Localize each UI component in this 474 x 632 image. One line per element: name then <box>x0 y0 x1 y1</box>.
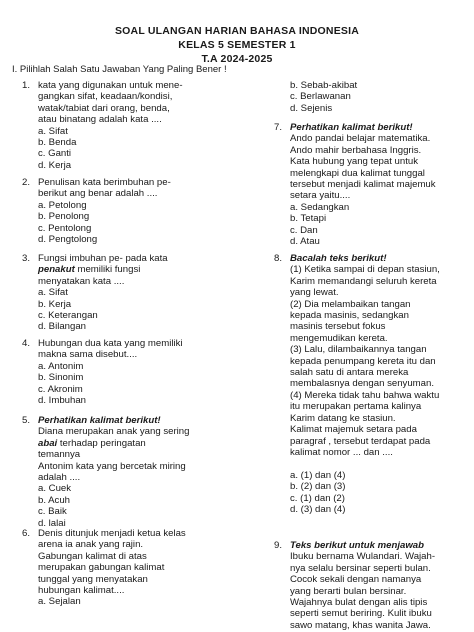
question-9 <box>262 540 468 631</box>
question-text: tunggal yang menyatakan <box>38 573 148 585</box>
answer-option[interactable]: d. Bilangan <box>38 321 87 333</box>
question-number: 4. <box>21 338 30 349</box>
passage-line: Ibuku bernama Wulandari. Wajah- <box>290 551 436 563</box>
passage-line: itu merupakan pertama kalinya <box>290 401 422 413</box>
passage-line: kepada masinis, sedangkan <box>290 310 409 322</box>
question-text: gangkan sifat, keadaan/kondisi, <box>38 91 173 103</box>
answer-option[interactable]: b. Benda <box>38 137 77 149</box>
answer-option[interactable]: d. lalai <box>38 517 66 529</box>
answer-option[interactable]: a. Sejalan <box>38 596 81 608</box>
emphasized-word: penakut <box>38 264 75 276</box>
exam-title: SOAL ULANGAN HARIAN BAHASA INDONESIA <box>114 25 360 37</box>
answer-option[interactable]: a. Sedangkan <box>290 201 350 213</box>
worksheet-header <box>0 24 474 66</box>
question-heading: Teks berikut untuk menjawab <box>290 540 424 551</box>
question-text: Ando mahir berbahasa Inggris. <box>290 144 422 156</box>
answer-option[interactable]: d. Sejenis <box>290 102 333 114</box>
answer-option[interactable]: a. Cuek <box>38 483 72 495</box>
question-text: adalah .... <box>38 472 81 484</box>
blank-line <box>290 458 468 469</box>
question-text: Antonim kata yang bercetak miring <box>38 460 186 472</box>
answer-option[interactable]: d. Pengtolong <box>38 234 98 246</box>
passage-line: (1) Ketika sampai di depan stasiun, <box>290 264 440 276</box>
question-text: Denis ditunjuk menjadi ketua kelas <box>38 528 186 539</box>
answer-option[interactable]: b. Tetapi <box>290 213 327 225</box>
school-year: T.A 2024-2025 <box>201 53 273 65</box>
passage-line: masinis tersebut fokus <box>290 321 386 333</box>
answer-option[interactable]: c. (1) dan (2) <box>290 492 345 504</box>
question-text: makna sama disebut.... <box>38 349 138 361</box>
question-number: 6. <box>21 528 30 539</box>
question-text <box>38 438 236 449</box>
answer-option[interactable]: c. Pentolong <box>38 222 92 234</box>
question-text: tersebut menjadi kalimat majemuk <box>290 179 436 191</box>
passage-line: seperti semut beriring. Kulit ibuku <box>290 608 432 620</box>
question-text: Kalimat majemuk setara pada <box>290 424 417 436</box>
question-text: watak/tabiat dari orang, benda, <box>38 102 170 114</box>
answer-option[interactable]: c. Akronim <box>38 383 83 395</box>
answer-option[interactable]: c. Ganti <box>38 148 72 160</box>
answer-option[interactable]: b. Sinonim <box>38 372 84 384</box>
answer-option[interactable]: a. Sifat <box>38 125 68 137</box>
instruction: I. Pilihlah Salah Satu Jawaban Yang Paling Bener ! <box>12 64 227 75</box>
answer-option[interactable]: d. Kerja <box>38 159 72 171</box>
answer-option[interactable]: b. Kerja <box>38 298 72 310</box>
question-number: 5. <box>21 415 30 426</box>
passage-line: nya selalu bersinar seperti bulan. <box>290 562 431 574</box>
question-text: melengkapi dua kalimat tunggal <box>290 167 425 179</box>
question-1 <box>10 80 236 171</box>
passage-line: Wajahnya bulat dengan alis tipis <box>290 597 428 609</box>
question-7 <box>262 122 468 247</box>
passage-line: mengemudikan kereta. <box>290 332 388 344</box>
answer-option[interactable]: b. Sebab-akibat <box>290 80 358 91</box>
question-text: Penulisan kata berimbuhan pe- <box>38 177 171 188</box>
question-text: Kata hubung yang tepat untuk <box>290 156 419 168</box>
answer-option[interactable]: d. Atau <box>290 236 320 248</box>
question-number: 2. <box>21 177 30 188</box>
question-6 <box>10 528 236 608</box>
question-text: Fungsi imbuhan pe- pada kata <box>38 253 168 264</box>
answer-option[interactable]: b. Acuh <box>38 494 71 506</box>
question-text <box>38 264 236 275</box>
answer-option[interactable]: d. Imbuhan <box>38 395 87 407</box>
answer-option[interactable]: b. (2) dan (3) <box>290 481 346 493</box>
answer-option[interactable]: c. Dan <box>290 224 318 236</box>
question-text: merupakan gabungan kalimat <box>38 562 165 574</box>
question-5 <box>10 415 236 529</box>
question-number: 1. <box>21 80 30 91</box>
question-text: kalimat nomor ... dan .... <box>290 446 393 458</box>
passage-line: membalasnya dengan senyuman. <box>290 378 434 390</box>
passage-line: yang lewat. <box>290 287 339 299</box>
passage-line: sawo matang, khas wanita Jawa. <box>290 619 431 631</box>
question-text: Hubungan dua kata yang memiliki <box>38 338 183 349</box>
passage-line: yang berarti bulan bersinar. <box>290 585 407 597</box>
question-text-rest: terhadap peringatan <box>57 437 146 449</box>
question-text: hubungan kalimat.... <box>38 585 125 597</box>
question-3 <box>10 253 236 333</box>
question-text: temannya <box>38 449 81 461</box>
question-text: paragraf , tersebut terdapat pada <box>290 435 431 447</box>
answer-option[interactable]: c. Keterangan <box>38 310 98 322</box>
question-heading: Bacalah teks berikut! <box>290 253 387 264</box>
question-4 <box>10 338 236 406</box>
question-text: Ando pandai belajar matematika. <box>290 133 431 145</box>
question-text: Gabungan kalimat di atas <box>38 550 147 562</box>
class-label: KELAS 5 SEMESTER 1 <box>178 39 296 51</box>
question-text: Diana merupakan anak yang sering <box>38 426 190 438</box>
question-2 <box>10 177 236 245</box>
answer-option[interactable]: a. Petolong <box>38 199 87 211</box>
answer-option[interactable]: d. (3) dan (4) <box>290 503 346 515</box>
question-heading: Perhatikan kalimat berikut! <box>38 415 161 426</box>
passage-line: (3) Lalu, dilambaikannya tangan <box>290 344 427 356</box>
question-text: atau binatang adalah kata .... <box>38 114 162 126</box>
question-text: menyatakan kata .... <box>38 275 125 287</box>
question-8 <box>262 253 468 515</box>
passage-line: (2) Dia melambaikan tangan <box>290 298 411 310</box>
answer-option[interactable]: c. Baik <box>38 506 67 518</box>
passage-line: salah satu di antara mereka <box>290 367 409 379</box>
question-number: 3. <box>21 253 30 264</box>
answer-option[interactable]: a. (1) dan (4) <box>290 469 346 481</box>
question-heading: Perhatikan kalimat berikut! <box>290 122 413 133</box>
passage-line: kepada penumpang kereta itu dan <box>290 355 436 367</box>
question-text: kata yang digunakan untuk mene- <box>38 80 183 91</box>
passage-line: Karim memandangi seluruh kereta <box>290 275 437 287</box>
emphasized-word: abai <box>38 437 58 449</box>
question-text: berikut ang benar adalah .... <box>38 188 158 200</box>
question-text: setara yaitu.... <box>290 190 351 202</box>
question-text: arena ia anak yang rajin. <box>38 539 144 551</box>
question-6-continued <box>262 80 468 114</box>
question-number: 8. <box>273 253 282 264</box>
answer-option[interactable]: b. Penolong <box>38 211 90 223</box>
passage-line: Karim datang ke stasiun. <box>290 412 396 424</box>
passage-line: Cocok sekali dengan namanya <box>290 574 422 586</box>
question-number: 7. <box>273 122 282 133</box>
passage-line: (4) Mereka tidak tahu bahwa waktu <box>290 389 440 401</box>
answer-option[interactable]: c. Berlawanan <box>290 91 351 103</box>
question-number: 9. <box>273 540 282 551</box>
answer-option[interactable]: a. Antonim <box>38 360 84 372</box>
question-text-rest: memiliki fungsi <box>74 264 141 276</box>
answer-option[interactable]: a. Sifat <box>38 287 68 299</box>
